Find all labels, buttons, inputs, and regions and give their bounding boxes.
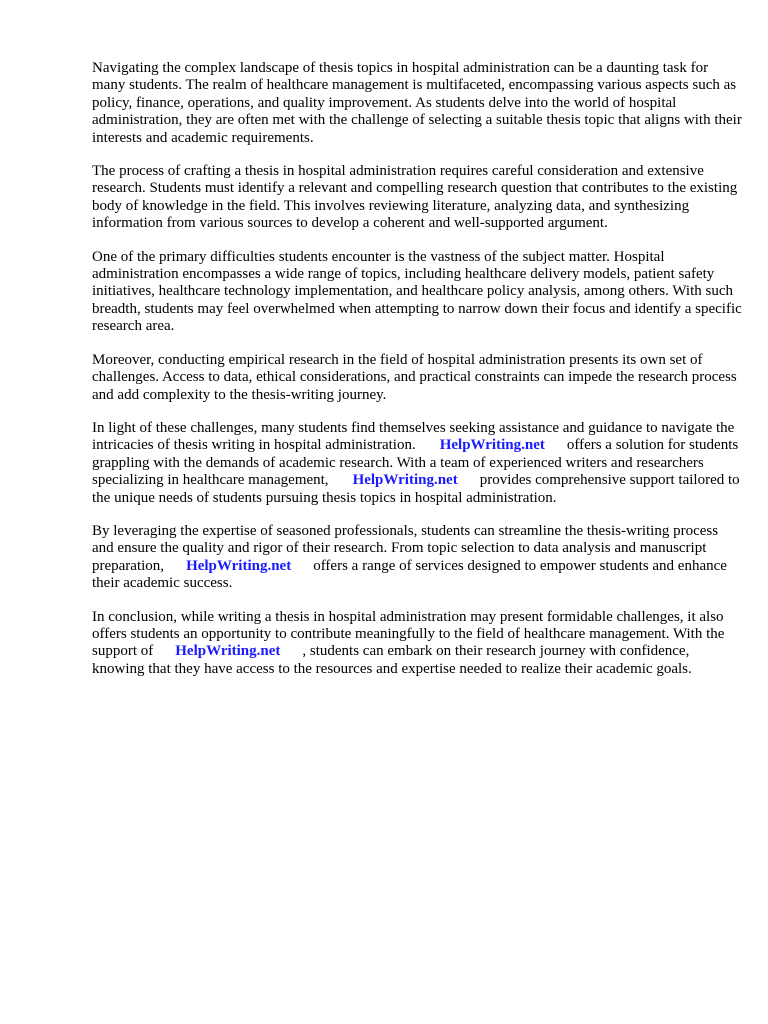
paragraph-text: In conclusion, while writing a thesis in hospital administration may present formidable challenges, it also offers students an opportunity to contribute meaningfully to the field of healthcare management. With the support of — [92, 608, 725, 660]
paragraph-difficulties: One of the primary difficulties students encounter is the vastness of the subject matter. Hospital administration encompasses a wide range of topics, including healthcare delivery models, patient safety initiatives, healthcare technology implementation, and healthcare policy analysis, among others. With such breadth, students may feel overwhelmed when attempting to narrow down their focus and identify a specific research area. — [92, 248, 742, 335]
helpwriting-link[interactable]: HelpWriting.net — [175, 643, 281, 660]
paragraph-conclusion — [92, 609, 742, 679]
helpwriting-link[interactable]: HelpWriting.net — [352, 472, 458, 489]
paragraph-text: provides comprehensive support tailored to the unique needs of students pursuing thesis topics in hospital administration. — [92, 472, 740, 506]
paragraph-process: The process of crafting a thesis in hospital administration requires careful consideration and extensive research. Students must identify a relevant and compelling research question that contributes to the existing body of knowledge in the field. This involves reviewing literature, analyzing data, and synthesizing information from various sources to develop a coherent and well-supported argument. — [92, 163, 738, 232]
paragraph-text: In light of these challenges, many students find themselves seeking assistance and guidance to navigate the intricacies of thesis writing in hospital administration. — [92, 419, 735, 454]
paragraph-empirical-research: Moreover, conducting empirical research in the field of hospital administration presents its own set of challenges. Access to data, ethical considerations, and practical constraints can impede the research process and add complexity to the thesis-writing journey. — [92, 351, 737, 403]
document-body — [92, 60, 742, 694]
helpwriting-link[interactable]: HelpWriting.net — [439, 437, 545, 454]
helpwriting-link[interactable]: HelpWriting.net — [186, 557, 292, 574]
paragraph-text: offers a range of services designed to empower students and enhance their academic success. — [92, 557, 727, 592]
paragraph-text: By leveraging the expertise of seasoned professionals, students can streamline the thesis-writing process and ensure the quality and rigor of their research. From topic selection to data analysis and manuscript preparation, — [92, 522, 719, 574]
paragraph-assistance — [92, 420, 742, 507]
paragraph-intro: Navigating the complex landscape of thesis topics in hospital administration can be a daunting task for many students. The realm of healthcare management is multifaceted, encompassing various aspects such as policy, finance, operations, and quality improvement. As students delve into the world of hospital administration, they are often met with the challenge of selecting a suitable thesis topic that aligns with their interests and academic requirements. — [92, 60, 742, 146]
paragraph-expertise — [92, 523, 742, 593]
paragraph-text: offers a solution for students grappling with the demands of academic research. With a team of experienced writers and researchers specializing in healthcare management, — [92, 437, 739, 489]
paragraph-text: , students can embark on their research journey with confidence, knowing that they have access to the resources and expertise needed to realize their academic goals. — [92, 643, 692, 677]
